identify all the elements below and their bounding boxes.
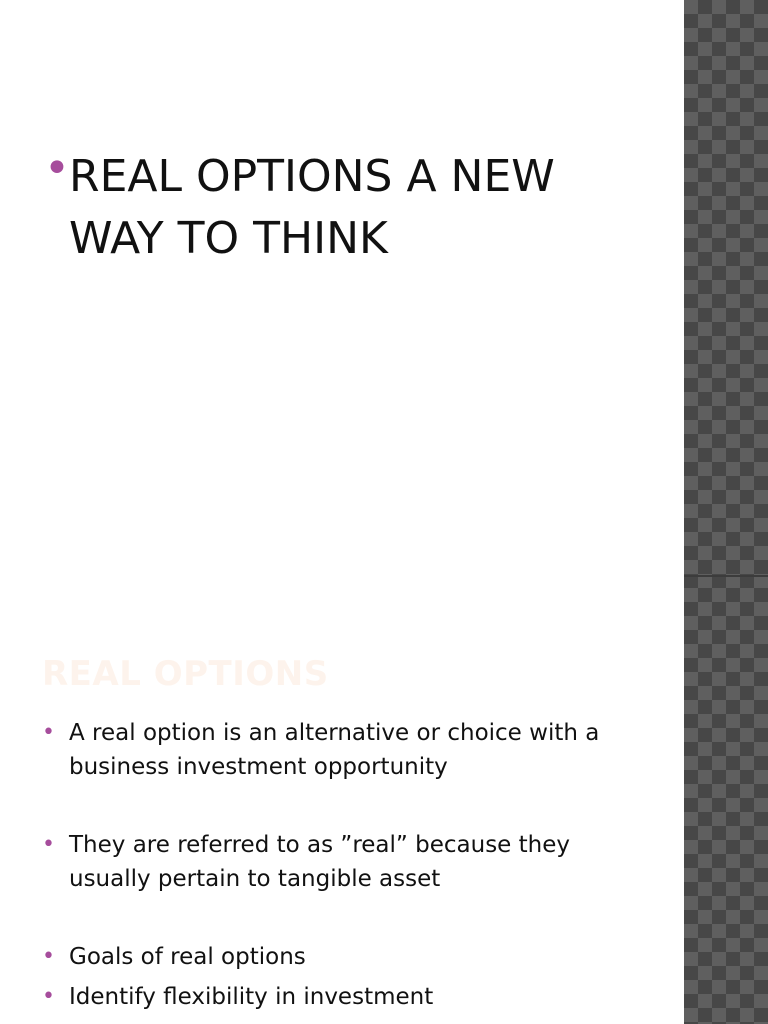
bullet-dot: • (42, 832, 55, 857)
bullet-dot: • (42, 720, 55, 745)
bullet-dot: • (42, 984, 55, 1009)
list-item-text: Identify flexibility in investment (69, 984, 434, 1010)
bullet-list (42, 716, 642, 1014)
slide-title-text: REAL OPTIONS A NEW WAY TO THINK (69, 151, 555, 264)
list-item-text: A real option is an alternative or choice with a business investment opportunity (69, 720, 600, 780)
decorative-side-pattern (684, 0, 768, 1024)
list-item-text: They are referred to as ”real” because they usually pertain to tangible asset (69, 832, 571, 892)
list-item (42, 940, 642, 974)
bullet-dot: • (42, 944, 55, 969)
list-item (42, 716, 642, 784)
list-item (42, 828, 642, 896)
list-item (42, 980, 642, 1014)
slide-heading: REAL OPTIONS (42, 654, 329, 694)
list-item-text: Goals of real options (69, 944, 306, 970)
bullet-dot: • (44, 143, 70, 194)
